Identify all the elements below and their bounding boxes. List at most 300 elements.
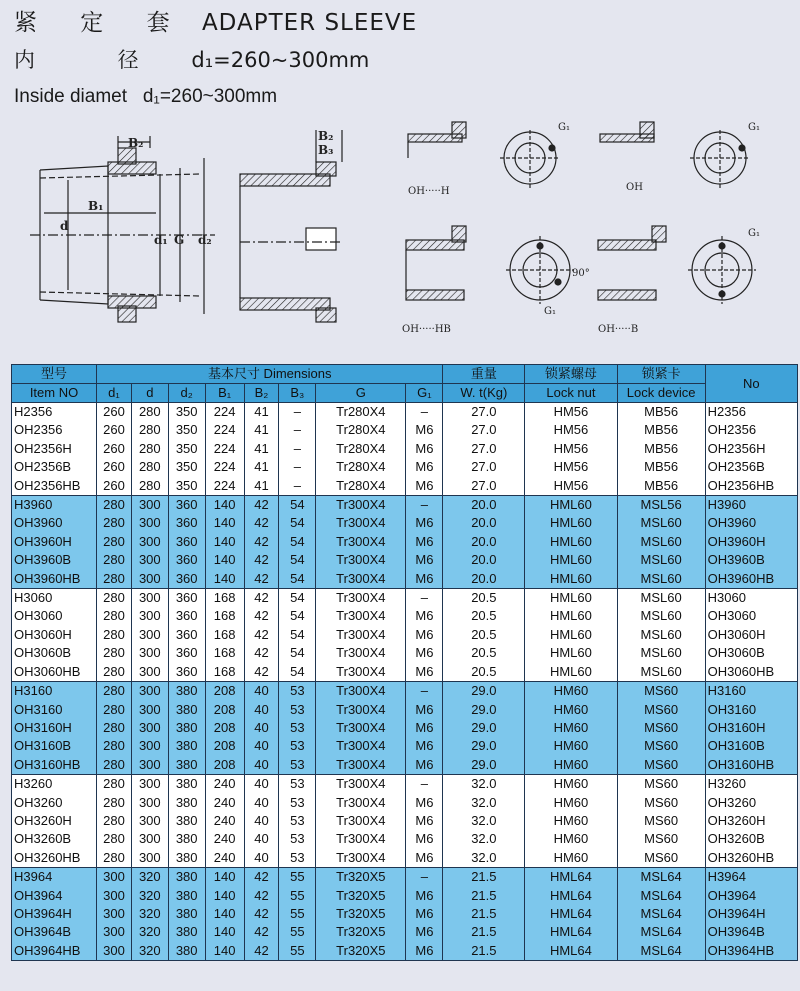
cell-g: Tr300X4 (316, 775, 406, 794)
cell-d2: 360 (168, 496, 205, 515)
cell-weight: 20.5 (443, 626, 525, 644)
cell-item-no: OH3960HB (12, 570, 97, 589)
cell-lock-nut: HM60 (525, 794, 617, 812)
cell-d2: 380 (168, 923, 205, 941)
cell-d: 300 (131, 719, 168, 737)
cell-b1: 208 (205, 701, 244, 719)
variant-oh-h-drawing (408, 122, 560, 188)
cell-d: 300 (131, 830, 168, 848)
cell-d1: 280 (97, 737, 132, 755)
cell-lock-device: MB56 (617, 458, 705, 476)
cell-no: OH3160B (705, 737, 797, 755)
cell-g: Tr300X4 (316, 533, 406, 551)
cell-lock-device: MSL60 (617, 626, 705, 644)
inner-range-english: d₁=260~300mm (142, 86, 278, 107)
header-weight-cn: 重量 (443, 365, 525, 384)
cell-d1: 280 (97, 775, 132, 794)
cell-no: OH3960 (705, 514, 797, 532)
cell-b2: 41 (244, 421, 279, 439)
cell-g: Tr300X4 (316, 737, 406, 755)
cell-d1: 280 (97, 496, 132, 515)
cell-g: Tr300X4 (316, 849, 406, 868)
cell-d: 320 (131, 942, 168, 961)
cell-lock-device: MB56 (617, 477, 705, 496)
cell-d: 300 (131, 663, 168, 682)
cell-weight: 29.0 (443, 719, 525, 737)
cell-b1: 168 (205, 626, 244, 644)
header-no: No (705, 365, 797, 403)
cell-d2: 360 (168, 514, 205, 532)
cell-weight: 29.0 (443, 737, 525, 755)
cell-lock-nut: HM60 (525, 701, 617, 719)
cell-d: 280 (131, 477, 168, 496)
cell-d: 280 (131, 403, 168, 422)
cell-d: 300 (131, 701, 168, 719)
label-d2: d₂ (198, 233, 212, 247)
cell-lock-device: MSL56 (617, 496, 705, 515)
cell-lock-device: MSL60 (617, 589, 705, 608)
cell-b2: 42 (244, 663, 279, 682)
cell-weight: 20.5 (443, 663, 525, 682)
cell-b1: 224 (205, 477, 244, 496)
cell-d1: 280 (97, 551, 132, 569)
cell-lock-nut: HML60 (525, 644, 617, 662)
variant-oh-hb-drawing (406, 226, 574, 304)
cell-g1: – (406, 775, 443, 794)
header-lock-device-cn: 锁紧卡 (617, 365, 705, 384)
cell-d: 280 (131, 440, 168, 458)
cell-d2: 360 (168, 663, 205, 682)
cell-g1: M6 (406, 701, 443, 719)
cell-d2: 350 (168, 477, 205, 496)
inner-diameter-cn (14, 44, 369, 74)
cell-g: Tr280X4 (316, 477, 406, 496)
cell-lock-device: MSL60 (617, 644, 705, 662)
table-row (12, 458, 798, 476)
cell-weight: 27.0 (443, 458, 525, 476)
cell-d: 300 (131, 812, 168, 830)
cell-b3: 54 (279, 551, 316, 569)
cell-g: Tr300X4 (316, 570, 406, 589)
cell-d: 300 (131, 533, 168, 551)
cell-b2: 42 (244, 923, 279, 941)
cell-g: Tr300X4 (316, 719, 406, 737)
cell-d: 300 (131, 644, 168, 662)
cell-b3: 54 (279, 644, 316, 662)
cell-g: Tr300X4 (316, 663, 406, 682)
title-chinese: 紧 定 套 (14, 10, 188, 36)
cell-d2: 380 (168, 887, 205, 905)
cell-lock-device: MS60 (617, 849, 705, 868)
cell-d1: 280 (97, 830, 132, 848)
cell-weight: 20.5 (443, 607, 525, 625)
cell-d2: 380 (168, 942, 205, 961)
table-row (12, 812, 798, 830)
cell-b1: 140 (205, 868, 244, 887)
cell-lock-nut: HM60 (525, 756, 617, 775)
cell-no: H2356 (705, 403, 797, 422)
cell-lock-device: MB56 (617, 421, 705, 439)
cell-b3: 54 (279, 626, 316, 644)
cell-lock-nut: HM56 (525, 421, 617, 439)
cell-b1: 240 (205, 812, 244, 830)
cell-item-no: OH2356B (12, 458, 97, 476)
cell-b3: 53 (279, 701, 316, 719)
cell-g: Tr300X4 (316, 626, 406, 644)
cell-d2: 380 (168, 794, 205, 812)
cell-weight: 32.0 (443, 849, 525, 868)
cell-b2: 41 (244, 440, 279, 458)
cell-d1: 280 (97, 644, 132, 662)
label-g1-b: G₁ (748, 122, 760, 133)
cell-d: 300 (131, 849, 168, 868)
variant-oh-drawing (600, 122, 750, 188)
cell-d1: 300 (97, 942, 132, 961)
cell-b3: 54 (279, 589, 316, 608)
cell-d: 300 (131, 496, 168, 515)
page-title (14, 4, 417, 37)
header-model-cn: 型号 (12, 365, 97, 384)
cell-g1: M6 (406, 514, 443, 532)
cell-b1: 140 (205, 570, 244, 589)
cell-no: OH2356 (705, 421, 797, 439)
cell-g1: M6 (406, 626, 443, 644)
table-row (12, 403, 798, 422)
cell-weight: 29.0 (443, 701, 525, 719)
cell-lock-device: MSL60 (617, 533, 705, 551)
cell-d: 300 (131, 737, 168, 755)
table-row (12, 607, 798, 625)
cell-b1: 240 (205, 830, 244, 848)
header-item-no: Item NO (12, 384, 97, 403)
cell-weight: 21.5 (443, 887, 525, 905)
cell-no: H3060 (705, 589, 797, 608)
cell-g1: M6 (406, 830, 443, 848)
cell-lock-nut: HML64 (525, 942, 617, 961)
cell-d2: 360 (168, 551, 205, 569)
cell-d1: 260 (97, 421, 132, 439)
inner-label-chinese: 内 径 (14, 48, 177, 72)
cell-b3: 53 (279, 756, 316, 775)
cell-no: OH3060 (705, 607, 797, 625)
cell-d: 320 (131, 868, 168, 887)
cell-g1: M6 (406, 663, 443, 682)
cell-b2: 42 (244, 905, 279, 923)
cell-lock-device: MS60 (617, 701, 705, 719)
cell-d1: 280 (97, 626, 132, 644)
cell-g1: M6 (406, 942, 443, 961)
cell-lock-nut: HML60 (525, 607, 617, 625)
header-d: d (131, 384, 168, 403)
cell-g: Tr320X5 (316, 905, 406, 923)
cell-g1: – (406, 868, 443, 887)
cell-lock-nut: HML64 (525, 905, 617, 923)
cell-no: OH3260B (705, 830, 797, 848)
cell-d2: 350 (168, 403, 205, 422)
cell-lock-device: MS60 (617, 682, 705, 701)
cell-d1: 280 (97, 663, 132, 682)
cell-lock-nut: HM60 (525, 775, 617, 794)
cell-g1: M6 (406, 756, 443, 775)
cell-g1: M6 (406, 812, 443, 830)
cell-lock-nut: HML60 (525, 551, 617, 569)
table-row (12, 923, 798, 941)
cell-item-no: OH3260HB (12, 849, 97, 868)
cell-no: OH3964HB (705, 942, 797, 961)
cell-lock-nut: HML60 (525, 514, 617, 532)
cell-g1: M6 (406, 905, 443, 923)
cell-b3: 53 (279, 812, 316, 830)
cell-item-no: OH3964HB (12, 942, 97, 961)
table-row (12, 849, 798, 868)
label-oh-h: OH·····H (408, 186, 450, 197)
cell-item-no: OH3964B (12, 923, 97, 941)
cell-lock-device: MS60 (617, 719, 705, 737)
cell-weight: 21.5 (443, 905, 525, 923)
cell-b2: 42 (244, 496, 279, 515)
cell-d1: 280 (97, 849, 132, 868)
cell-b2: 42 (244, 514, 279, 532)
header-d1: d₁ (97, 384, 132, 403)
cell-d2: 380 (168, 830, 205, 848)
cell-no: OH2356B (705, 458, 797, 476)
cell-lock-nut: HML64 (525, 923, 617, 941)
cell-item-no: OH3160HB (12, 756, 97, 775)
label-angle: 90° (572, 268, 590, 279)
cell-g: Tr280X4 (316, 458, 406, 476)
title-english: ADAPTER SLEEVE (201, 10, 418, 36)
cell-g: Tr300X4 (316, 812, 406, 830)
cell-item-no: H2356 (12, 403, 97, 422)
cell-b3: 53 (279, 775, 316, 794)
table-row (12, 756, 798, 775)
cell-lock-nut: HM56 (525, 440, 617, 458)
cell-g: Tr280X4 (316, 440, 406, 458)
table-row (12, 868, 798, 887)
cell-b1: 224 (205, 421, 244, 439)
cell-lock-nut: HM60 (525, 719, 617, 737)
cell-d1: 280 (97, 514, 132, 532)
cell-d2: 360 (168, 589, 205, 608)
cell-b2: 40 (244, 756, 279, 775)
cell-weight: 32.0 (443, 775, 525, 794)
table-row (12, 421, 798, 439)
cell-g1: M6 (406, 533, 443, 551)
cell-weight: 21.5 (443, 923, 525, 941)
header-dimensions: 基本尺寸 Dimensions (97, 365, 443, 384)
cell-no: OH3060H (705, 626, 797, 644)
label-b2: B₂ (128, 136, 144, 150)
cell-item-no: H3260 (12, 775, 97, 794)
cell-b3: – (279, 403, 316, 422)
cell-d1: 280 (97, 533, 132, 551)
cell-d2: 380 (168, 849, 205, 868)
cell-d2: 380 (168, 682, 205, 701)
table-row (12, 794, 798, 812)
cell-b3: 53 (279, 737, 316, 755)
cell-d2: 350 (168, 458, 205, 476)
cell-g1: M6 (406, 887, 443, 905)
table-row (12, 589, 798, 608)
table-row (12, 440, 798, 458)
cell-no: OH3260HB (705, 849, 797, 868)
cell-b3: – (279, 458, 316, 476)
cell-b1: 140 (205, 533, 244, 551)
cell-d1: 260 (97, 458, 132, 476)
cell-g: Tr300X4 (316, 551, 406, 569)
table-row (12, 551, 798, 569)
cell-b3: 53 (279, 830, 316, 848)
cell-d: 300 (131, 775, 168, 794)
cell-b1: 224 (205, 458, 244, 476)
cell-weight: 20.5 (443, 644, 525, 662)
cell-no: OH3964H (705, 905, 797, 923)
cell-d2: 360 (168, 607, 205, 625)
cell-d2: 360 (168, 626, 205, 644)
cell-item-no: OH3160H (12, 719, 97, 737)
table-row (12, 644, 798, 662)
cell-weight: 21.5 (443, 942, 525, 961)
cell-b2: 40 (244, 719, 279, 737)
cell-b1: 168 (205, 663, 244, 682)
cell-lock-nut: HM60 (525, 737, 617, 755)
table-row (12, 775, 798, 794)
table-body (12, 403, 798, 961)
header-b1: B₁ (205, 384, 244, 403)
cell-d1: 300 (97, 923, 132, 941)
cell-d2: 380 (168, 756, 205, 775)
cell-g: Tr300X4 (316, 701, 406, 719)
cell-item-no: OH2356H (12, 440, 97, 458)
cell-g: Tr300X4 (316, 496, 406, 515)
cell-b1: 168 (205, 589, 244, 608)
cell-no: OH3960B (705, 551, 797, 569)
cell-d2: 380 (168, 737, 205, 755)
table-row (12, 942, 798, 961)
cell-lock-device: MS60 (617, 756, 705, 775)
cell-item-no: H3960 (12, 496, 97, 515)
table-row (12, 701, 798, 719)
cell-weight: 29.0 (443, 756, 525, 775)
table-row (12, 477, 798, 496)
cell-no: H3160 (705, 682, 797, 701)
cell-g1: M6 (406, 794, 443, 812)
cell-item-no: H3160 (12, 682, 97, 701)
cell-weight: 20.0 (443, 533, 525, 551)
cell-lock-device: MS60 (617, 830, 705, 848)
cell-lock-device: MSL64 (617, 905, 705, 923)
cell-b1: 240 (205, 775, 244, 794)
cell-g: Tr280X4 (316, 421, 406, 439)
cell-item-no: OH3960 (12, 514, 97, 532)
cell-weight: 20.0 (443, 496, 525, 515)
cell-b3: – (279, 477, 316, 496)
cell-d1: 280 (97, 701, 132, 719)
cell-b1: 140 (205, 514, 244, 532)
cell-g1: M6 (406, 607, 443, 625)
label-d1: d₁ (154, 233, 168, 247)
cell-d1: 280 (97, 812, 132, 830)
label-b3: B₃ (318, 143, 334, 157)
label-d: d (60, 219, 69, 233)
cell-d: 320 (131, 887, 168, 905)
cell-item-no: OH3960H (12, 533, 97, 551)
cell-b2: 42 (244, 626, 279, 644)
cell-g: Tr280X4 (316, 403, 406, 422)
cell-weight: 27.0 (443, 421, 525, 439)
cell-b3: 54 (279, 607, 316, 625)
cell-weight: 27.0 (443, 403, 525, 422)
table-row (12, 737, 798, 755)
cell-b2: 40 (244, 682, 279, 701)
label-oh-b: OH·····B (598, 324, 639, 335)
cell-g: Tr320X5 (316, 887, 406, 905)
table-row (12, 905, 798, 923)
cell-weight: 32.0 (443, 794, 525, 812)
cell-g1: M6 (406, 477, 443, 496)
cell-b1: 168 (205, 607, 244, 625)
cell-d2: 360 (168, 533, 205, 551)
label-g1-a: G₁ (558, 122, 570, 133)
header-g: G (316, 384, 406, 403)
cell-lock-device: MS60 (617, 737, 705, 755)
cell-b2: 41 (244, 458, 279, 476)
cell-d1: 280 (97, 570, 132, 589)
cell-d1: 260 (97, 440, 132, 458)
cell-lock-device: MSL64 (617, 923, 705, 941)
cell-b2: 40 (244, 701, 279, 719)
table-row (12, 719, 798, 737)
header-b3: B₃ (279, 384, 316, 403)
cell-no: OH3964B (705, 923, 797, 941)
cell-d1: 280 (97, 794, 132, 812)
cell-g: Tr300X4 (316, 830, 406, 848)
header-weight: W. t(Kg) (443, 384, 525, 403)
cell-g: Tr300X4 (316, 607, 406, 625)
cell-no: OH3960HB (705, 570, 797, 589)
cell-no: OH3060B (705, 644, 797, 662)
cell-g1: M6 (406, 849, 443, 868)
cell-b1: 140 (205, 942, 244, 961)
sleeve-section-drawing (30, 136, 215, 322)
label-g: G (174, 233, 185, 247)
cell-lock-nut: HML60 (525, 496, 617, 515)
label-b1: B₁ (88, 199, 104, 213)
cell-weight: 20.0 (443, 514, 525, 532)
table-row (12, 663, 798, 682)
cell-d1: 280 (97, 589, 132, 608)
cell-no: H3960 (705, 496, 797, 515)
cell-g: Tr300X4 (316, 589, 406, 608)
cell-lock-device: MS60 (617, 812, 705, 830)
label-b2-second: B₂ (318, 129, 334, 143)
header-lock-nut: Lock nut (525, 384, 617, 403)
label-g1-c: G₁ (544, 306, 556, 317)
cell-g: Tr300X4 (316, 644, 406, 662)
cell-g: Tr320X5 (316, 868, 406, 887)
cell-b1: 208 (205, 756, 244, 775)
cell-lock-nut: HM56 (525, 403, 617, 422)
cell-d: 300 (131, 570, 168, 589)
cell-g1: – (406, 682, 443, 701)
cell-d: 300 (131, 607, 168, 625)
cell-no: OH2356H (705, 440, 797, 458)
cell-b2: 42 (244, 570, 279, 589)
cell-d1: 260 (97, 403, 132, 422)
cell-lock-nut: HM56 (525, 458, 617, 476)
cell-lock-device: MB56 (617, 440, 705, 458)
cell-no: OH3160HB (705, 756, 797, 775)
